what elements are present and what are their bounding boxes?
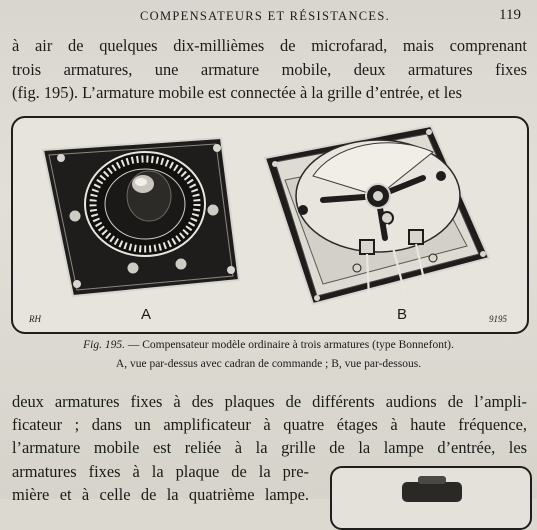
text-line: (fig. 195). L’armature mobile est connectée à la grille d’entrée, et les <box>12 83 462 102</box>
caption-text: — Compensateur modèle ordinaire à trois armatures (type Bonnefont). <box>127 339 454 351</box>
label-a: A <box>141 306 152 323</box>
engraver-initials: RH <box>29 314 41 324</box>
figure-caption <box>0 339 537 351</box>
text-line: à air de quelques dix-millièmes de microfarad, mais comprenant <box>12 36 527 55</box>
figure-illustration <box>13 118 527 332</box>
caption-text-2: A, vue par-dessus avec cadran de commande ; B, vue par-dessous. <box>115 358 422 370</box>
running-head <box>0 8 537 26</box>
next-figure-illustration <box>332 468 530 508</box>
text-line: l’armature mobile est reliée à la grille de la lampe d’entrée, les <box>12 438 527 458</box>
page-number: 119 <box>499 7 521 23</box>
text-line: trois armatures, une armature mobile, deux armatures fixes <box>12 59 527 79</box>
text-line: deux armatures fixes à des plaques de différents audions de l’ampli- <box>12 392 527 411</box>
top-paragraph <box>12 34 527 105</box>
next-figure-frame <box>330 466 532 530</box>
figure-caption-line-2 <box>0 358 537 370</box>
compensator-bottom-view <box>265 126 489 304</box>
figure-195 <box>11 116 529 334</box>
running-title: COMPENSATEURS ET RÉSISTANCES. <box>140 9 391 23</box>
compensator-top-view <box>43 138 239 296</box>
text-line: mière et à celle de la quatrième lampe. <box>12 484 309 504</box>
text-line: armatures fixes à la plaque de la pre- <box>12 461 309 481</box>
caption-label: Fig. 195. <box>83 339 125 351</box>
label-b: B <box>397 306 408 323</box>
plate-number: 9195 <box>489 314 507 324</box>
text-line: ficateur ; dans un amplificateur à quatre étages à haute fréquence, <box>12 415 527 435</box>
